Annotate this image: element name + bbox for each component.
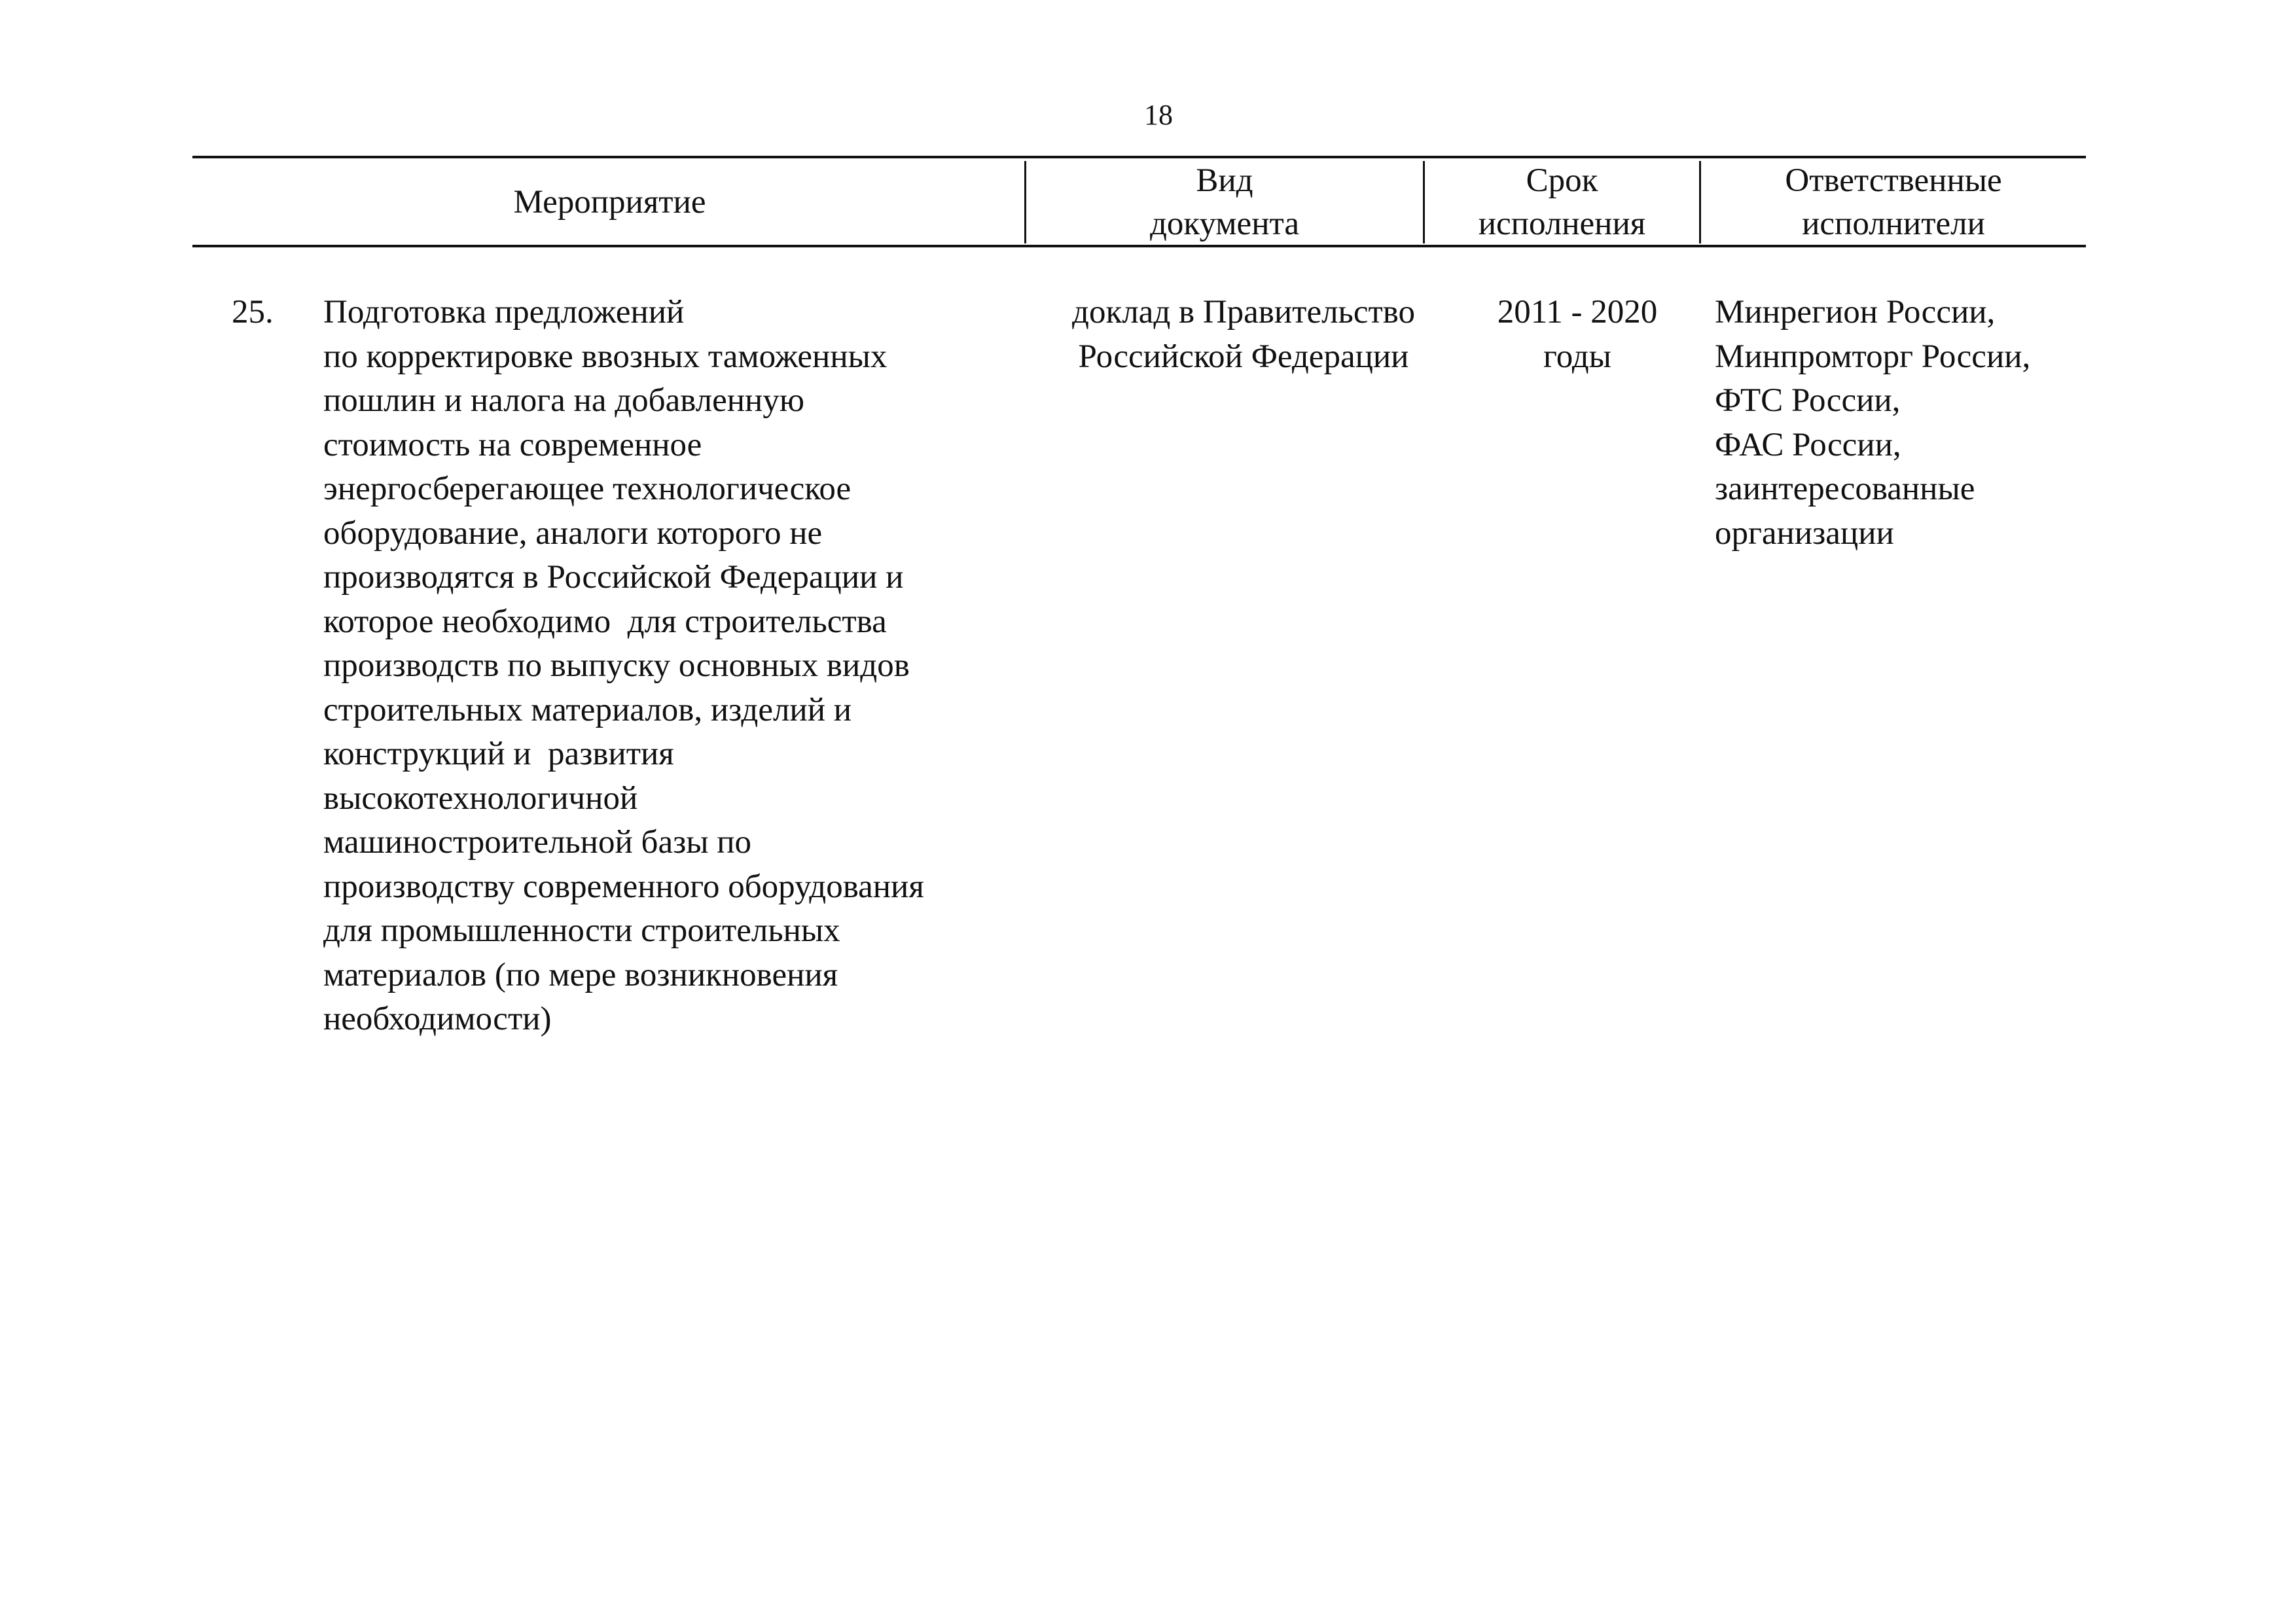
measure-line: оборудование, аналоги которого не: [323, 514, 823, 552]
measure-line: производству современного оборудования: [323, 868, 924, 905]
header-doc-type-line: документа: [1149, 205, 1300, 242]
deadline-line: годы: [1543, 338, 1611, 375]
measure-line: стоимость на современное: [323, 426, 702, 463]
row-executors: [1715, 291, 2081, 556]
header-deadline-line: Срок: [1526, 162, 1598, 199]
row-measure: [323, 291, 1043, 1042]
header-deadline-line: исполнения: [1478, 205, 1646, 242]
executor-line: заинтересованные: [1715, 471, 1975, 507]
doc-type-line: Российской Федерации: [1078, 338, 1409, 375]
measure-line: высокотехнологичной: [323, 779, 638, 817]
measure-line: которое необходимо для строительства: [323, 603, 887, 640]
measure-line: для промышленности строительных: [323, 912, 840, 949]
measure-line: по корректировке ввозных таможенных: [323, 338, 888, 375]
measure-line: строительных материалов, изделий и: [323, 691, 852, 728]
table-header-top-rule: [192, 156, 2086, 158]
header-executors-line: Ответственные: [1785, 162, 2002, 199]
measure-line: пошлин и налога на добавленную: [323, 382, 804, 419]
executor-line: ФТС России,: [1715, 382, 1901, 419]
header-executors: [1701, 160, 2086, 245]
page-number: 18: [1144, 99, 1173, 131]
header-measure-label: Мероприятие: [513, 184, 706, 221]
measure-line: необходимости): [323, 1001, 552, 1037]
executor-line: Минрегион России,: [1715, 294, 1996, 330]
measure-line: конструкций и развития: [323, 736, 674, 772]
header-doc-type: [1026, 160, 1423, 245]
row-doc-type: [1034, 291, 1453, 379]
measure-line: энергосберегающее технологическое: [323, 471, 852, 507]
executor-line: Минпромторг России,: [1715, 338, 2031, 375]
header-deadline: [1425, 160, 1699, 245]
header-executors-line: исполнители: [1802, 205, 1985, 242]
header-doc-type-line: Вид: [1196, 162, 1253, 199]
measure-line: материалов (по мере возникновения: [323, 956, 838, 993]
executor-line: организации: [1715, 514, 1894, 552]
doc-type-line: доклад в Правительство: [1072, 294, 1415, 330]
deadline-line: 2011 - 2020: [1497, 294, 1658, 330]
measure-line: Подготовка предложений: [323, 294, 685, 330]
measure-line: производств по выпуску основных видов: [323, 647, 910, 684]
row-number: [232, 291, 304, 335]
measure-line: производятся в Российской Федерации и: [323, 559, 904, 596]
executor-line: ФАС России,: [1715, 426, 1901, 463]
header-measure: [195, 160, 1024, 245]
row-deadline: [1453, 291, 1702, 379]
measure-line: машиностроительной базы по: [323, 824, 752, 861]
row-number-text: 25.: [232, 294, 274, 330]
